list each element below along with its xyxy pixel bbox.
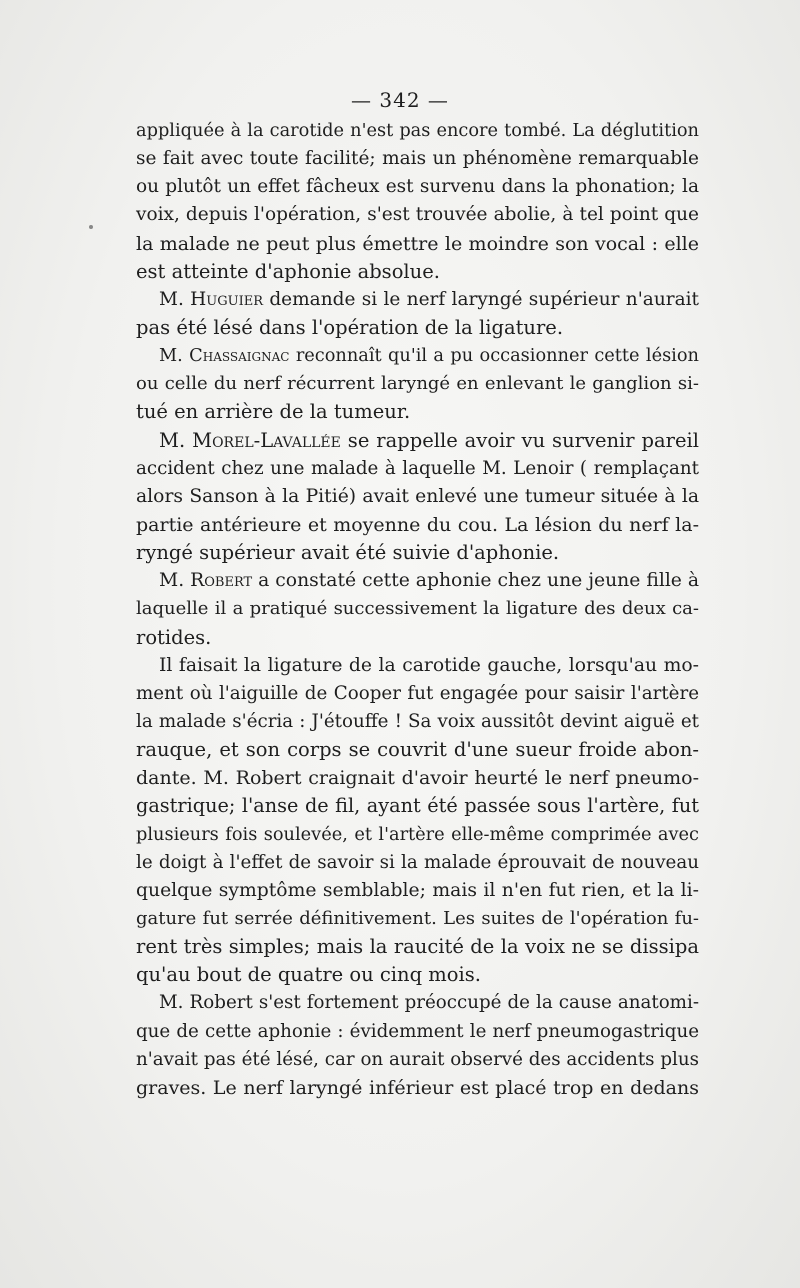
speaker-line [136,567,699,595]
text-line: tué en arrière de la tumeur. [136,400,411,424]
text-line: gastrique; l'anse de fil, ayant été passée sous l'artère, fut [136,794,699,818]
text-line: dante. M. Robert craignait d'avoir heurté le nerf pneumo- [136,767,699,790]
text-line: ou celle du nerf récurrent laryngé en enlevant le ganglion si- [136,373,699,395]
text-line: plusieurs fois soulevée, et l'artère elle-même comprimée avec [136,824,699,845]
speaker-text: demande si le nerf laryngé supérieur n'aurait [263,288,699,310]
body-text [136,117,699,1102]
text-line: n'avait pas été lésé, car on aurait observé des accidents plus [136,1048,699,1070]
speaker-text: se rappelle avoir vu survenir pareil [340,428,699,452]
text-line: Il faisait la ligature de la carotide gauche, lorsqu'au mo- [159,654,699,676]
page-number: — 342 — [351,88,449,112]
speaker-name: Chassaignac [189,346,290,367]
text-line: partie antérieure et moyenne du cou. La lésion du nerf la- [136,513,699,536]
text-line: ment où l'aiguille de Cooper fut engagée pour saisir l'artère [136,682,699,704]
speaker-name: Robert [190,570,253,592]
text-line: rotides. [136,625,212,649]
speaker-prefix: M. [159,288,191,310]
text-line: rauque, et son corps se couvrit d'une sueur froide abon- [136,738,699,762]
speaker-prefix: M. [159,428,193,452]
text-line: que de cette aphonie : évidemment le nerf pneumogastrique [136,1020,699,1042]
text-line: rent très simples; mais la raucité de la voix ne se dissipa [136,935,699,959]
text-line: voix, depuis l'opération, s'est trouvée abolie, à tel point que [136,204,699,226]
speaker-line [136,427,699,455]
text-line: qu'au bout de quatre ou cinq mois. [136,963,481,987]
text-line: le doigt à l'effet de savoir si la malade éprouvait de nouveau [136,851,699,873]
speaker-line [136,342,699,370]
text-line: pas été lésé dans l'opération de la ligature. [136,315,564,339]
text-line: laquelle il a pratiqué successivement la ligature des deux ca- [136,598,699,620]
text-line: appliquée à la carotide n'est pas encore tombé. La déglutition [136,121,699,141]
speaker-text: reconnaît qu'il a pu occasionner cette lésion [289,346,699,367]
ink-speck [89,225,93,229]
speaker-name: Morel-Lavallée [192,428,341,452]
text-line: graves. Le nerf laryngé inférieur est placé trop en dedans [136,1076,699,1099]
text-line: M. Robert s'est fortement préoccupé de la cause anatomi- [159,992,699,1014]
text-line: quelque symptôme semblable; mais il n'en fut rien, et la li- [136,879,699,901]
text-line: ou plutôt un effet fâcheux est survenu dans la phonation; la [136,176,699,198]
speaker-line [136,286,699,314]
text-line: alors Sanson à la Pitié) avait enlevé une tumeur située à la [136,485,699,507]
text-line: se fait avec toute facilité; mais un phénomène remarquable [136,148,699,170]
text-line: ryngé supérieur avait été suivie d'aphonie. [136,541,560,565]
text-line: est atteinte d'aphonie absolue. [136,259,440,283]
speaker-text: a constaté cette aphonie chez une jeune fille à [252,570,700,592]
text-line: la malade s'écria : J'étouffe ! Sa voix aussitôt devint aiguë et [136,710,699,732]
text-line: accident chez une malade à laquelle M. Lenoir ( remplaçant [136,457,699,479]
text-line: la malade ne peut plus émettre le moindre son vocal : elle [136,232,699,255]
speaker-prefix: M. [159,346,190,367]
speaker-prefix: M. [159,570,191,592]
speaker-name: Huguier [190,288,263,310]
text-line: gature fut serrée définitivement. Les suites de l'opération fu- [136,907,699,929]
